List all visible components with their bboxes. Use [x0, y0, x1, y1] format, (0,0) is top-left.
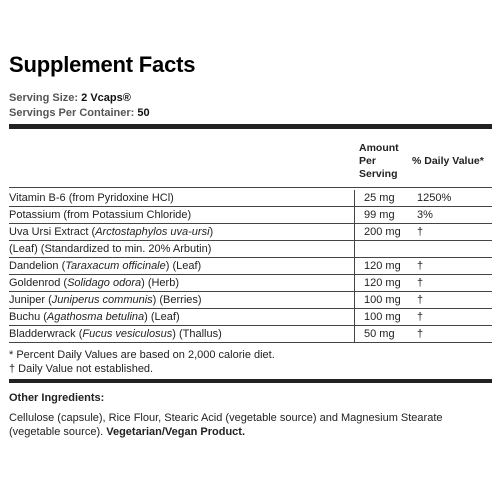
nutrient-name — [9, 311, 180, 323]
nutrient-name-text: Dandelion ( — [9, 260, 66, 272]
nutrient-name-suffix: ) (Leaf) — [165, 260, 202, 272]
column-divider — [354, 241, 355, 258]
thick-divider — [9, 124, 492, 129]
nutrient-name — [9, 192, 174, 204]
nutrient-latin-name: Agathosma betulina — [46, 311, 145, 323]
serving-size — [9, 92, 131, 104]
daily-value-header: % Daily Value* — [412, 155, 484, 167]
nutrient-name-text: Juniper ( — [9, 294, 52, 306]
column-divider — [354, 326, 355, 343]
footnote-dagger: † Daily Value not established. — [9, 363, 154, 375]
footnote-percent: * Percent Daily Values are based on 2,000 calorie diet. — [9, 349, 275, 361]
nutrient-name-text: Vitamin B-6 (from Pyridoxine HCl) — [9, 192, 174, 204]
servings-per-container-value: 50 — [137, 107, 150, 119]
nutrient-row — [9, 292, 492, 309]
nutrient-name — [9, 243, 211, 255]
nutrient-name-suffix: ) (Berries) — [152, 294, 202, 306]
nutrient-row — [9, 258, 492, 275]
nutrient-name-text: Buchu ( — [9, 311, 47, 323]
serving-size-value: 2 Vcaps® — [81, 92, 131, 104]
nutrient-row — [9, 241, 492, 258]
nutrient-row — [9, 326, 492, 343]
nutrient-amount: 25 mg — [364, 192, 395, 204]
nutrient-name — [9, 294, 202, 306]
nutrient-name — [9, 277, 179, 289]
nutrient-latin-name: Arctostaphylos uva-ursi — [95, 226, 210, 238]
nutrient-amount: 100 mg — [364, 294, 401, 306]
bottom-thick-divider — [9, 379, 492, 383]
nutrient-daily-value: 1250% — [417, 192, 452, 204]
nutrient-latin-name: Taraxacum officinale — [65, 260, 166, 272]
nutrient-name — [9, 328, 222, 340]
nutrient-daily-value: † — [417, 328, 424, 340]
nutrient-name-suffix: ) (Leaf) — [144, 311, 180, 323]
nutrient-amount: 120 mg — [364, 260, 401, 272]
servings-per-container — [9, 107, 150, 119]
nutrient-row — [9, 275, 492, 292]
column-divider — [354, 190, 355, 207]
amount-header-line: Per — [359, 155, 376, 167]
nutrient-name-text: Uva Ursi Extract ( — [9, 226, 96, 238]
nutrient-amount: 100 mg — [364, 311, 401, 323]
amount-header-line: Serving — [359, 168, 398, 180]
nutrient-daily-value: † — [417, 294, 424, 306]
nutrient-latin-name: Juniperus communis — [51, 294, 153, 306]
nutrient-amount: 120 mg — [364, 277, 401, 289]
nutrient-daily-value: † — [417, 226, 424, 238]
nutrient-daily-value: † — [417, 277, 424, 289]
nutrient-latin-name: Solidago odora — [67, 277, 142, 289]
column-divider — [354, 292, 355, 309]
nutrient-name-suffix: ) (Herb) — [141, 277, 179, 289]
nutrient-name-text: Potassium (from Potassium Chloride) — [9, 209, 192, 221]
column-divider — [354, 258, 355, 275]
header-divider — [9, 187, 492, 188]
vegan-note: Vegetarian/Vegan Product. — [106, 426, 246, 438]
column-divider — [354, 207, 355, 224]
nutrient-amount: 200 mg — [364, 226, 401, 238]
ingredients-list: Cellulose (capsule), Rice Flour, Stearic Acid (vegetable source) and Magnesium Stearate (vegetable source). — [9, 412, 443, 438]
servings-per-container-label: Servings Per Container: — [9, 107, 135, 119]
nutrient-name-suffix: ) (Thallus) — [172, 328, 222, 340]
column-divider — [354, 224, 355, 241]
nutrient-latin-name: Fucus vesiculosus — [82, 328, 173, 340]
nutrient-row — [9, 207, 492, 224]
nutrient-amount: 50 mg — [364, 328, 395, 340]
serving-size-label: Serving Size: — [9, 92, 79, 104]
nutrient-name — [9, 226, 213, 238]
amount-per-serving-header — [359, 142, 409, 181]
other-ingredients-heading: Other Ingredients: — [9, 392, 105, 404]
nutrient-daily-value: † — [417, 260, 424, 272]
column-divider — [354, 309, 355, 326]
nutrient-daily-value: † — [417, 311, 424, 323]
nutrient-amount: 99 mg — [364, 209, 395, 221]
nutrient-name-text: (Leaf) (Standardized to min. 20% Arbutin) — [9, 243, 212, 255]
nutrient-name-text: Bladderwrack ( — [9, 328, 83, 340]
nutrient-name-suffix: ) — [209, 226, 214, 238]
other-ingredients-text — [9, 411, 492, 439]
supplement-facts-title: Supplement Facts — [9, 52, 196, 77]
row-divider — [9, 342, 492, 343]
nutrient-name — [9, 209, 191, 221]
nutrient-name — [9, 260, 201, 272]
nutrient-row — [9, 224, 492, 241]
column-divider — [354, 275, 355, 292]
nutrient-name-text: Goldenrod ( — [9, 277, 68, 289]
nutrient-row — [9, 309, 492, 326]
nutrient-daily-value: 3% — [417, 209, 433, 221]
amount-header-line: Amount — [359, 142, 399, 154]
nutrient-row — [9, 190, 492, 207]
